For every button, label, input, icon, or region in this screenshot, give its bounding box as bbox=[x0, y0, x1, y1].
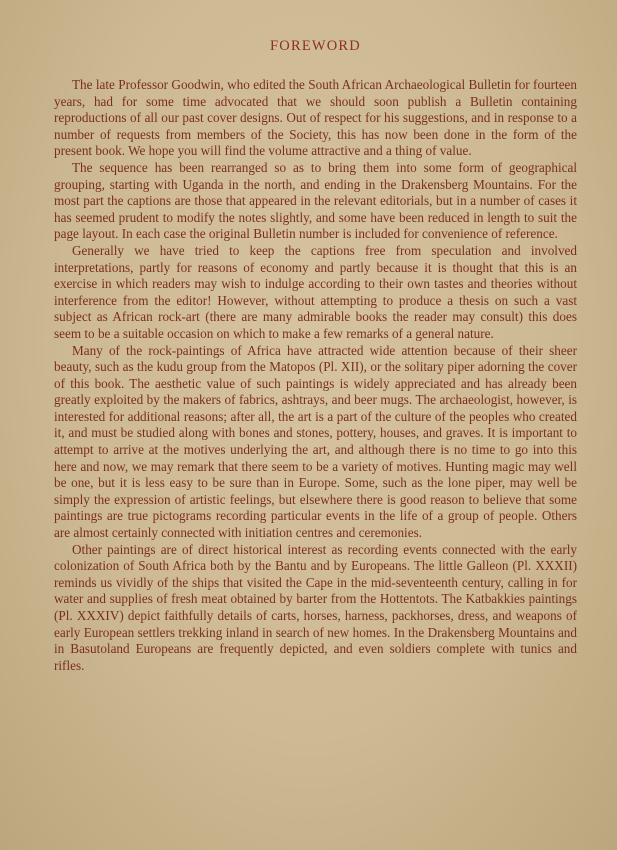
paragraph-4: Many of the rock-paintings of Africa have attracted wide attention because of their sheer beauty, such as the kudu group from the Matopos (Pl. XII), or the solitary piper adorning the cover of this book. The aesthetic value of such paintings is widely appreciated and has already been greatly exploited by the makers of fabrics, ashtrays, and beer mugs. The archaeologist, however, is interested for additional reasons; after all, the art is a part of the culture of the peoples who created it, and must be studied along with bones and stones, pottery, houses, and graves. It is important to attempt to arrive at the motives underlying the art, and although there is no time to go into this here and now, we may remark that there seem to be a variety of motives. Hunting magic may well be one, but it is less easy to be sure than in Europe. Some, such as the lone piper, may well be simply the expression of artistic feelings, but elsewhere there is good reason to believe that some paintings are true pictograms recording particular events in the life of a group of people. Others are almost certainly connected with initiation centres and ceremonies. bbox=[54, 342, 577, 541]
paragraph-5: Other paintings are of direct historical interest as recording events connected with the early colonization of South Africa both by the Bantu and by Europeans. The little Galleon (Pl. XXXII) reminds us vividly of the ships that visited the Cape in the mid-seventeenth century, calling in for water and supplies of fresh meat obtained by barter from the Hottentots. The Katbakkies paintings (Pl. XXXIV) depict faithfully details of carts, horses, harness, packhorses, dress, and weapons of early European settlers trekking inland in search of new homes. In the Drakensberg Mountains and in Basutoland Europeans are frequently depicted, and even soldiers complete with tunics and rifles. bbox=[54, 541, 577, 673]
page-title: FOREWORD bbox=[270, 38, 361, 54]
foreword-body bbox=[54, 77, 577, 674]
paragraph-2: The sequence has been rearranged so as to bring them into some form of geographical grouping, starting with Uganda in the north, and ending in the Drakensberg Mountains. For the most part the captions are those that appeared in the relevant editorials, but in a number of cases it has seemed prudent to modify the notes slightly, and some have been reduced in length to suit the page layout. In each case the original Bulletin number is included for convenience of reference. bbox=[54, 159, 577, 242]
paragraph-3: Generally we have tried to keep the captions free from speculation and involved interpretations, partly for reasons of economy and partly because it is thought that this is an exercise in which readers may wish to indulge according to their own tastes and theories without interference from the editor! However, without attempting to produce a thesis on such a vast subject as African rock-art (there are many admirable books the reader may consult) this does seem to be a suitable occasion on which to make a few remarks of a general nature. bbox=[54, 242, 577, 341]
paragraph-1: The late Professor Goodwin, who edited the South African Archaeological Bulletin for fourteen years, had for some time advocated that we should soon publish a Bulletin containing reproductions of all our past cover designs. Out of respect for his suggestions, and in response to a number of requests from members of the Society, this has now been done in the form of the present book. We hope you will find the volume attractive and a thing of value. bbox=[54, 77, 577, 159]
